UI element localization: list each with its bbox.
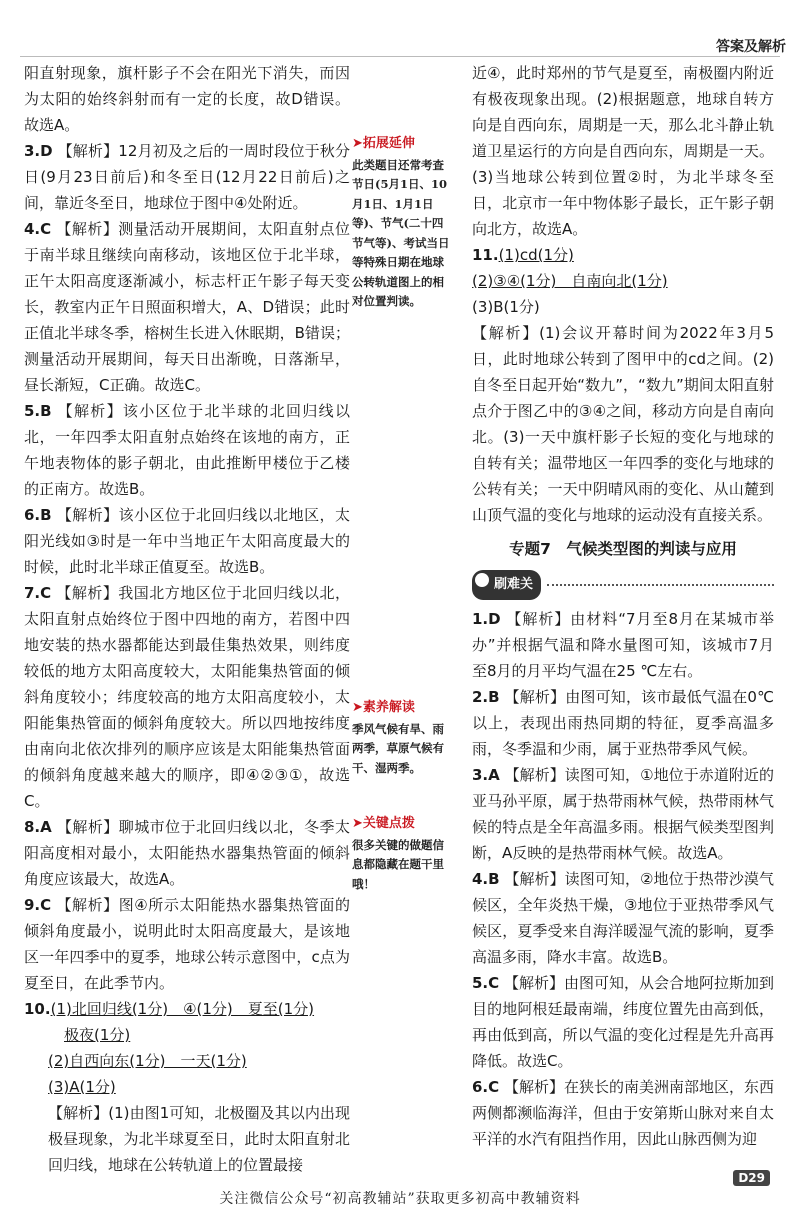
header-divider [20, 56, 780, 57]
answer-text: 【解析】读图可知，①地位于赤道附近的亚马孙平原，属于热带雨林气候，热带雨林气候的特点是全年高温多雨。根据气候类型图判断，A反映的是热带雨林气候。故选A。 [472, 766, 774, 862]
answer-text: (3)B(1分) [472, 298, 540, 316]
answer-11-line3 [472, 294, 774, 320]
answer-10-line4 [24, 1074, 350, 1100]
side-note-literacy [352, 698, 452, 778]
answer-text: 【解析】聊城市位于北回归线以北，冬季太阳高度相对最小，太阳能热水器集热管面的倾斜角度应该最大，故选A。 [24, 818, 350, 888]
answer-3 [24, 138, 350, 216]
answer-text: (2)自西向东(1分) 一天(1分) [48, 1052, 247, 1070]
answer-text: 【解析】测量活动开展期间，太阳直射点位于南半球且继续向南移动，该地区位于北半球，正午太阳高度逐渐减小，标志杆正午影子每天变长，教室内正午日照面积增大，A、D错误；此时正值北半球冬季，榕树生长进入休眠期，B错误；测量活动开展期间，每天日出渐晚，日落渐早，昼长渐短，C正确。故选C。 [24, 220, 350, 394]
answer-r5 [472, 970, 774, 1074]
footer-note: 关注微信公众号“初高教辅站”获取更多初高中教辅资料 [219, 1191, 581, 1207]
answer-text: 【解析】12月初及之后的一周时段位于秋分日(9月23日前后)和冬至日(12月22日前后)之间，靠近冬至日，地球位于图中④处附近。 [24, 142, 350, 212]
side-note-heading: ➤素养解读 [352, 700, 415, 715]
answer-text: 【解析】该小区位于北回归线以北地区，太阳光线如③时是一年中当地正午太阳高度最大的时候，此时北半球正值夏至。故选B。 [24, 506, 350, 576]
difficulty-badge-row [472, 570, 774, 600]
answer-10-continuation [472, 60, 774, 242]
answer-text: 【解析】在狭长的南美洲南部地区，东西两侧都濒临海洋，但由于安第斯山脉对来自太平洋的水汽有阻挡作用，因此山脉西侧为迎 [472, 1078, 774, 1148]
answer-label: 1.D [472, 610, 501, 628]
answer-label: 4.B [472, 870, 500, 888]
difficulty-badge: 刷难关 [472, 570, 541, 600]
answer-9 [24, 892, 350, 996]
topic-title: 专题7 气候类型图的判读与应用 [509, 540, 737, 558]
answer-text: (1)北回归线(1分) ④(1分) 夏至(1分) [50, 1000, 315, 1018]
answer-8 [24, 814, 350, 892]
answer-label: 6.C [472, 1078, 500, 1096]
answer-text: 【解析】由材料“7月至8月在某城市举办”并根据气温和降水量图可知，该城市7月至8月的月平均气温在25 ℃左右。 [472, 610, 774, 680]
answer-7 [24, 580, 350, 814]
answer-text: 【解析】该小区位于北半球的北回归线以北，一年四季太阳直射点始终在该地的南方，正午地表物体的影子朝北，由此推断甲楼位于乙楼的正南方。故选B。 [24, 402, 350, 498]
side-note-extension [352, 134, 452, 312]
answer-continuation [24, 60, 350, 138]
answer-r2 [472, 684, 774, 762]
answer-10-analysis [24, 1100, 350, 1178]
side-note-body: 很多关键的做题信息都隐藏在题干里哦！ [352, 837, 444, 891]
answer-10-line2 [24, 1022, 350, 1048]
answer-r4 [472, 866, 774, 970]
answer-text: (3)A(1分) [48, 1078, 116, 1096]
answer-text: 【解析】我国北方地区位于北回归线以北，太阳直射点始终位于图中四地的南方，若图中四地安装的热水器都能达到最佳集热效果，则纬度较低的地方太阳高度较大，太阳能集热管面的倾斜角度较小；纬度较高的地方太阳高度较小，太阳能集热管面的倾斜角度较大。所以四地按纬度由南向北依次排列的顺序应该是太阳能集热管面的倾斜角度越来越大的顺序，即④②③①，故选C。 [24, 584, 350, 810]
answer-r3 [472, 762, 774, 866]
section-header: 答案及解析 [716, 39, 786, 55]
answer-label: 2.B [472, 688, 500, 706]
answer-10-line3 [24, 1048, 350, 1074]
answer-label: 9.C [24, 896, 52, 914]
answer-text: 【解析】读图可知，②地位于热带沙漠气候区，全年炎热干燥，③地位于亚热带季风气候区，夏季受来自海洋暖湿气流的影响，夏季高温多雨，降水丰富。故选B。 [472, 870, 774, 966]
right-column [472, 60, 774, 1152]
answer-text: (2)③④(1分) 自南向北(1分) [472, 272, 668, 290]
left-column [24, 60, 350, 1178]
side-note-key [352, 814, 452, 894]
side-note-body: 此类题目还常考查节日(5月1日、10月1日、1月1日等)、节气(二十四节气等)、考试当日等特殊日期在地球公转轨道图上的相对位置判读。 [352, 157, 450, 308]
answer-label: 11. [472, 246, 499, 264]
answer-10 [24, 996, 350, 1022]
side-note-body: 季风气候有旱、雨两季，草原气候有干、湿两季。 [352, 721, 444, 775]
answer-text: (1)cd(1分) [498, 246, 574, 264]
answer-label: 3.D [24, 142, 53, 160]
answer-11 [472, 242, 774, 268]
answer-label: 5.C [472, 974, 500, 992]
answer-6 [24, 502, 350, 580]
answer-5 [24, 398, 350, 502]
answer-label: 4.C [24, 220, 52, 238]
answer-r6 [472, 1074, 774, 1152]
answer-11-analysis [472, 320, 774, 528]
answer-text: 【解析】图④所示太阳能热水器集热管面的倾斜角度最小，说明此时太阳高度最大，是该地区一年四季中的夏季，地球公转示意图中，c点为夏至日，在此季节内。 [24, 896, 350, 992]
answer-label: 8.A [24, 818, 52, 836]
answer-r1 [472, 606, 774, 684]
answer-text: 【解析】由图可知，该市最低气温在0℃以上，表现出雨热同期的特征，夏季高温多雨，冬季温和少雨，属于亚热带季风气候。 [472, 688, 774, 758]
answer-4 [24, 216, 350, 398]
answer-11-line2 [472, 268, 774, 294]
answer-label: 6.B [24, 506, 52, 524]
dotted-divider [547, 584, 774, 586]
answer-text: 极夜(1分) [64, 1026, 131, 1044]
answer-label: 10. [24, 1000, 51, 1018]
answer-text: 【解析】(1)会议开幕时间为2022年3月5日，此时地球公转到了图甲中的cd之间。(2)自冬至日起开始“数九”，“数九”期间太阳直射点介于图乙中的③④之间，移动方向是自南向北。(3)一天中旗杆影子长短的变化与地球的自转有关；温带地区一年四季的变化与地球的公转有关；一天中阴晴风雨的变化、从山麓到山顶气温的变化与地球的运动没有直接关系。 [472, 324, 774, 524]
answer-text: 【解析】(1)由图1可知，北极圈及其以内出现极昼现象，为北半球夏至日，此时太阳直射北回归线，地球在公转轨道上的位置最接 [48, 1104, 350, 1174]
answer-label: 3.A [472, 766, 500, 784]
answer-label: 7.C [24, 584, 52, 602]
side-note-heading: ➤拓展延伸 [352, 136, 415, 151]
page-number: D29 [733, 1170, 770, 1186]
answer-text: 近④，此时郑州的节气是夏至，南极圈内附近有极夜现象出现。(2)根据题意，地球自转方向是自西向东，周期是一天，那么北斗静止轨道卫星运行的方向是自西向东，周期是一天。(3)当地球公转到位置②时，为北半球冬至日，北京市一年中物体影子最长，正午影子朝向北方，故选A。 [472, 64, 774, 238]
side-note-heading: ➤关键点拨 [352, 816, 415, 831]
answer-text: 【解析】由图可知，从会合地阿拉斯加到目的地阿根廷最南端，纬度位置先由高到低，再由低到高，所以气温的变化过程是先升高再降低。故选C。 [472, 974, 774, 1070]
answer-text: 阳直射现象，旗杆影子不会在阳光下消失，而因为太阳的始终斜射而有一定的长度，故D错误。故选A。 [24, 64, 350, 134]
answer-label: 5.B [24, 402, 52, 420]
